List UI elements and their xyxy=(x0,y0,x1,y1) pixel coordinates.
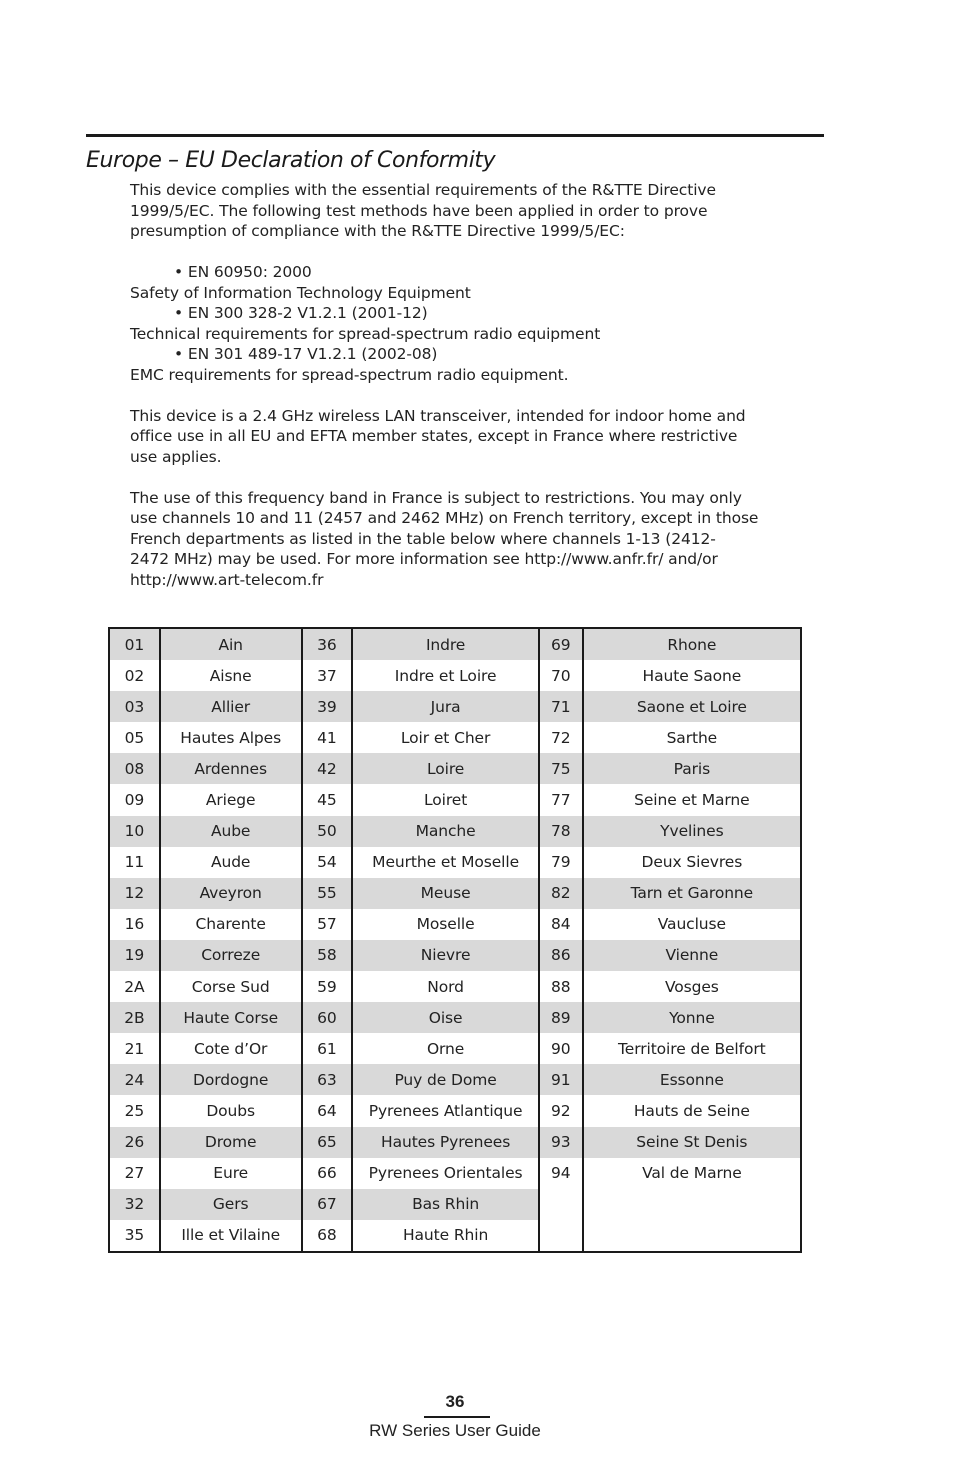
department-name: Tarn et Garonne xyxy=(583,878,801,909)
department-code: 05 xyxy=(109,722,160,753)
section-heading: Europe – EU Declaration of Conformity xyxy=(86,148,496,173)
department-code: 54 xyxy=(302,847,353,878)
department-code: 08 xyxy=(109,753,160,784)
department-name: Territoire de Belfort xyxy=(618,1039,766,1058)
table-row xyxy=(109,971,801,1002)
department-code: 50 xyxy=(302,816,353,847)
table-row xyxy=(109,1220,801,1252)
department-name: Doubs xyxy=(160,1095,302,1126)
paragraph-line: office use in all EU and EFTA member states, except in France where restrictive xyxy=(130,427,738,445)
department-name: Indre et Loire xyxy=(352,660,538,691)
department-code: 65 xyxy=(302,1127,353,1158)
department-name: Aube xyxy=(160,816,302,847)
department-code: 59 xyxy=(302,971,353,1002)
department-code: 67 xyxy=(302,1189,353,1220)
department-code: 35 xyxy=(109,1220,160,1252)
standard-bullet: • EN 301 489-17 V1.2.1 (2002-08) xyxy=(174,345,438,363)
table-row xyxy=(109,940,801,971)
department-name: Loiret xyxy=(352,784,538,815)
department-name: Jura xyxy=(352,691,538,722)
department-code: 55 xyxy=(302,878,353,909)
empty-cell xyxy=(539,1220,583,1252)
departments-table xyxy=(108,627,802,1253)
department-code: 09 xyxy=(109,784,160,815)
page-number-rule xyxy=(424,1416,490,1418)
department-code: 32 xyxy=(109,1189,160,1220)
department-name: Hauts de Seine xyxy=(633,1101,750,1120)
department-code: 64 xyxy=(302,1095,353,1126)
department-code: 71 xyxy=(539,691,583,722)
department-code: 37 xyxy=(302,660,353,691)
department-name: Sarthe xyxy=(666,728,718,747)
department-code: 42 xyxy=(302,753,353,784)
department-code: 16 xyxy=(109,909,160,940)
intro-line: presumption of compliance with the R&TTE Directive 1999/5/EC: xyxy=(130,222,625,240)
intro-line: This device complies with the essential requirements of the R&TTE Directive xyxy=(130,181,716,199)
department-name: Loire xyxy=(352,753,538,784)
table-row xyxy=(109,660,801,691)
department-code: 68 xyxy=(302,1220,353,1252)
department-name: Seine St Denis xyxy=(583,1127,801,1158)
department-name: Vienne xyxy=(583,940,801,971)
table-row xyxy=(109,784,801,815)
department-name: Meurthe et Moselle xyxy=(352,847,538,878)
department-name: Yonne xyxy=(583,1002,801,1033)
department-code: 92 xyxy=(539,1095,583,1126)
department-name: Puy de Dome xyxy=(352,1064,538,1095)
department-name: Paris xyxy=(583,753,801,784)
department-name: Hautes Pyrenees xyxy=(352,1127,538,1158)
department-name: Nievre xyxy=(352,940,538,971)
department-code: 02 xyxy=(109,660,160,691)
department-code: 19 xyxy=(109,940,160,971)
table-row xyxy=(109,1002,801,1033)
department-code: 01 xyxy=(109,628,160,660)
top-rule xyxy=(86,134,824,137)
department-name: Moselle xyxy=(352,909,538,940)
paragraph-line: use applies. xyxy=(130,447,222,466)
department-code: 63 xyxy=(302,1064,353,1095)
department-name: Dordogne xyxy=(160,1064,302,1095)
department-code: 91 xyxy=(539,1064,583,1095)
department-code: 36 xyxy=(302,628,353,660)
department-name: Meuse xyxy=(352,878,538,909)
department-name: Correze xyxy=(160,940,302,971)
table-row xyxy=(109,909,801,940)
department-name: Pyrenees Orientales xyxy=(352,1158,538,1189)
paragraph-line: use channels 10 and 11 (2457 and 2462 MHz) on French territory, except in those xyxy=(130,509,759,527)
department-code: 25 xyxy=(109,1095,160,1126)
department-name: Val de Marne xyxy=(642,1164,742,1183)
paragraph-line: The use of this frequency band in France is subject to restrictions. You may only xyxy=(130,488,742,507)
department-name: Haute Saone xyxy=(642,666,742,685)
empty-cell xyxy=(539,1189,583,1220)
standard-bullet: • EN 60950: 2000 xyxy=(174,263,312,281)
department-code: 45 xyxy=(302,784,353,815)
table-row xyxy=(109,816,801,847)
table-row xyxy=(109,628,801,660)
department-code: 66 xyxy=(302,1158,353,1189)
intro-line: 1999/5/EC. The following test methods have been applied in order to prove xyxy=(130,201,708,220)
department-code: 60 xyxy=(302,1002,353,1033)
table-row xyxy=(109,1095,801,1126)
department-code: 93 xyxy=(539,1127,583,1158)
table-row xyxy=(109,1127,801,1158)
body-text xyxy=(130,180,810,590)
department-name: Aude xyxy=(160,847,302,878)
department-name: Charente xyxy=(160,909,302,940)
department-code: 79 xyxy=(539,847,583,878)
department-name: Hautes Alpes xyxy=(160,722,302,753)
department-name: Saone et Loire xyxy=(583,691,801,722)
department-name: Corse Sud xyxy=(160,971,302,1002)
department-code: 39 xyxy=(302,691,353,722)
department-code: 88 xyxy=(539,971,583,1002)
department-name: Essonne xyxy=(583,1064,801,1095)
department-code: 24 xyxy=(109,1064,160,1095)
department-code: 10 xyxy=(109,816,160,847)
department-code: 94 xyxy=(539,1158,583,1189)
department-name: Gers xyxy=(160,1189,302,1220)
table-row xyxy=(109,1158,801,1189)
department-name: Ariege xyxy=(160,784,302,815)
department-name: Deux Sievres xyxy=(641,853,743,872)
department-code: 77 xyxy=(539,784,583,815)
department-name: Haute Rhin xyxy=(352,1220,538,1252)
standard-bullet: • EN 300 328-2 V1.2.1 (2001-12) xyxy=(174,304,428,322)
department-code: 21 xyxy=(109,1033,160,1064)
empty-cell xyxy=(583,1220,801,1252)
paragraph-line: http://www.art-telecom.fr xyxy=(130,570,324,589)
standard-description: Safety of Information Technology Equipment xyxy=(130,283,471,302)
department-name: Indre xyxy=(352,628,538,660)
department-code: 82 xyxy=(539,878,583,909)
department-code: 41 xyxy=(302,722,353,753)
department-name: Ille et Vilaine xyxy=(160,1220,302,1252)
table-row xyxy=(109,722,801,753)
department-name: Vosges xyxy=(664,977,719,996)
department-name: Rhone xyxy=(583,628,801,660)
department-name: Bas Rhin xyxy=(352,1189,538,1220)
department-name: Oise xyxy=(352,1002,538,1033)
table-row xyxy=(109,753,801,784)
department-name: Ardennes xyxy=(160,753,302,784)
department-name: Yvelines xyxy=(583,816,801,847)
department-name: Manche xyxy=(352,816,538,847)
footer-title: RW Series User Guide xyxy=(369,1421,541,1440)
department-name: Aisne xyxy=(160,660,302,691)
department-code: 57 xyxy=(302,909,353,940)
department-name: Allier xyxy=(160,691,302,722)
table-row xyxy=(109,1189,801,1220)
table-row xyxy=(109,691,801,722)
department-code: 75 xyxy=(539,753,583,784)
table-row xyxy=(109,847,801,878)
department-code: 72 xyxy=(539,722,583,753)
department-code: 12 xyxy=(109,878,160,909)
department-name: Orne xyxy=(352,1033,538,1064)
paragraph-line: French departments as listed in the table below where channels 1-13 (2412- xyxy=(130,529,716,548)
department-name: Nord xyxy=(352,971,538,1002)
department-code: 70 xyxy=(539,660,583,691)
department-code: 61 xyxy=(302,1033,353,1064)
department-name: Vaucluse xyxy=(657,915,726,934)
standard-description: EMC requirements for spread-spectrum radio equipment. xyxy=(130,365,569,384)
standard-description: Technical requirements for spread-spectrum radio equipment xyxy=(130,324,601,343)
department-code: 84 xyxy=(539,909,583,940)
department-name: Haute Corse xyxy=(160,1002,302,1033)
page-number: 36 xyxy=(445,1392,465,1411)
department-name: Ain xyxy=(160,628,302,660)
department-name: Pyrenees Atlantique xyxy=(352,1095,538,1126)
department-code: 03 xyxy=(109,691,160,722)
department-code: 90 xyxy=(539,1033,583,1064)
table-row xyxy=(109,878,801,909)
paragraph-line: This device is a 2.4 GHz wireless LAN transceiver, intended for indoor home and xyxy=(130,406,746,425)
department-code: 78 xyxy=(539,816,583,847)
department-code: 2A xyxy=(109,971,160,1002)
department-name: Drome xyxy=(160,1127,302,1158)
department-code: 11 xyxy=(109,847,160,878)
department-name: Loir et Cher xyxy=(352,722,538,753)
department-code: 89 xyxy=(539,1002,583,1033)
department-code: 27 xyxy=(109,1158,160,1189)
department-name: Eure xyxy=(160,1158,302,1189)
department-code: 58 xyxy=(302,940,353,971)
department-name: Aveyron xyxy=(160,878,302,909)
department-code: 26 xyxy=(109,1127,160,1158)
table-row xyxy=(109,1033,801,1064)
empty-cell xyxy=(583,1189,801,1220)
department-name: Cote d’Or xyxy=(160,1033,302,1064)
department-code: 69 xyxy=(539,628,583,660)
department-code: 86 xyxy=(539,940,583,971)
department-code: 2B xyxy=(109,1002,160,1033)
paragraph-line: 2472 MHz) may be used. For more information see http://www.anfr.fr/ and/or xyxy=(130,550,718,568)
table-row xyxy=(109,1064,801,1095)
department-name: Seine et Marne xyxy=(634,791,750,810)
